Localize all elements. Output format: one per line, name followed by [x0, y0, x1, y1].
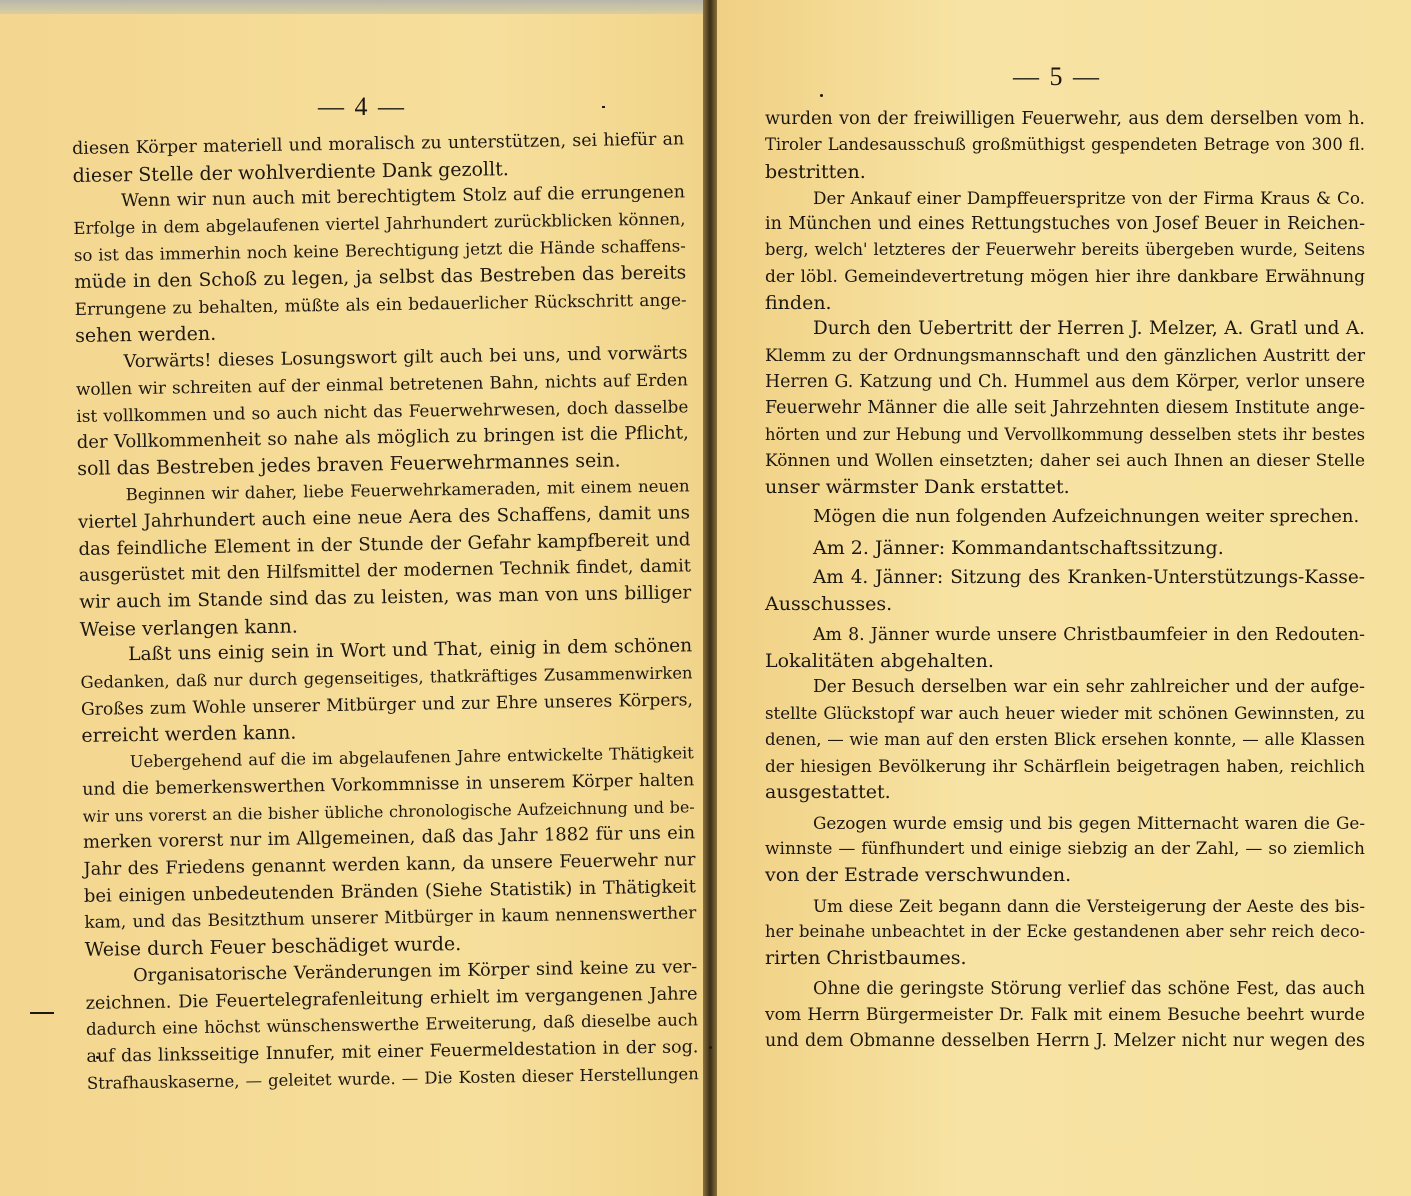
text-line: Herren G. Katzung und Ch. Hummel aus dem Körper, verlor unsere [765, 371, 1365, 392]
left-page [0, 0, 703, 1196]
text-line: Gedanken, daß nur durch gegenseitiges, thatkräftiges Zusammenwirken [80, 663, 693, 692]
text-line: Am 2. Jänner: Kommandantschaftssitzung. [813, 536, 1224, 559]
text-line: wir uns vorerst an die bisher übliche chronologische Aufzeichnung und be- [82, 796, 695, 826]
text-line: rirten Christbaumes. [765, 947, 967, 970]
text-line: wurden von der freiwilligen Feuerwehr, aus dem derselben vom h. [765, 109, 1365, 129]
text-line: Am 8. Jänner wurde unsere Christbaumfeier in den Redouten- [813, 624, 1365, 645]
text-line: unser wärmster Dank erstattet. [765, 476, 1070, 499]
text-line: auf das linksseitige Innufer, mit einer Feuermeldestation in der sog. [86, 1037, 699, 1067]
left-page-text [72, 126, 699, 1097]
text-line: ist vollkommen und so auch nicht das Feuerwehrwesen, doch dasselbe [76, 396, 689, 426]
text-line: merken vorerst nur im Allgemeinen, daß das Jahr 1882 für uns ein [82, 822, 696, 854]
text-line: das feindliche Element in der Stunde der Gefahr kampfbereit und [78, 528, 691, 560]
text-line: stellte Glückstopf war auch heuer wieder mit schönen Gewinnsten, zu [765, 703, 1365, 723]
text-line: Vorwärts! dieses Losungswort gilt auch bei uns, und vorwärts [123, 342, 688, 372]
text-line: Weise durch Feuer beschädiget wurde. [84, 933, 462, 961]
page-top-edge [0, 0, 703, 14]
text-line: Weise verlangen kann. [79, 615, 298, 641]
text-line: Klemm zu der Ordnungsmannschaft und den gänzlichen Austritt der [765, 345, 1365, 366]
text-line: Organisatorische Veränderungen im Körper sind keine zu ver- [133, 957, 698, 986]
text-line: dadurch eine höchst wünschenswerthe Erweiterung, daß dieselbe auch [85, 1010, 699, 1040]
text-line: viertel Jahrhundert auch eine neue Aera des Schaffens, damit uns [77, 502, 691, 533]
text-line: sehen werden. [74, 322, 217, 347]
text-line: Lokalitäten abgehalten. [765, 649, 994, 672]
text-line: von der Estrade verschwunden. [765, 864, 1072, 887]
text-line: ausgestattet. [765, 781, 891, 804]
text-line: kam, und das Besitzthum unserer Mitbürger in kaum nennenswerther [84, 903, 697, 934]
text-line: und dem Obmanne desselben Herrn J. Melzer nicht nur wegen des [765, 1031, 1365, 1052]
text-line: so ist das immerhin noch keine Berechtigung jetzt die Hände schaffens- [73, 236, 686, 265]
text-line: Feuerwehr Männer die alle seit Jahrzehnten diesem Institute ange- [765, 398, 1365, 419]
text-line: winnste — fünfhundert und einige siebzig an der Zahl, — so ziemlich [765, 839, 1365, 860]
text-line: hörten und zur Hebung und Vervollkommung desselben stets ihr bestes [765, 424, 1365, 444]
text-line: der Vollkommenheit so nahe als möglich zu bringen ist die Pflicht, [76, 422, 689, 453]
ink-speck [709, 1046, 712, 1049]
text-line: Am 4. Jänner: Sitzung des Kranken-Unterstützungs-Kasse- [813, 567, 1365, 589]
right-page [717, 0, 1411, 1196]
text-line: Ohne die geringste Störung verlief das schöne Fest, das auch [813, 978, 1365, 999]
text-line: Strafhauskaserne, — geleitet wurde. — Die Kosten dieser Herstellungen [86, 1063, 699, 1093]
text-line: her beinahe unbeachtet in der Ecke gestandenen aber sehr reich deco- [765, 921, 1365, 941]
right-page-text [765, 106, 1365, 1054]
text-line: Erfolge in dem abgelaufenen viertel Jahrhundert zurückblicken können, [73, 209, 686, 239]
text-line: diesen Körper materiell und moralisch zu unterstützen, sei hiefür an [72, 129, 685, 159]
text-line: Der Besuch derselben war ein sehr zahlreicher und der aufge- [813, 677, 1365, 698]
text-line: erreicht werden kann. [81, 722, 297, 748]
page-number: — 5 — [1013, 62, 1101, 91]
text-line: Durch den Uebertritt der Herren J. Melzer, A. Gratl und A. [813, 318, 1365, 340]
text-line: Beginnen wir daher, liebe Feuerwehrkameraden, mit einem neuen [125, 476, 690, 505]
page-number: — 4 — [318, 92, 406, 121]
text-line: bestritten. [765, 160, 866, 183]
text-line: denen, — wie man auf den ersten Blick ersehen konnte, — alle Klassen [765, 729, 1365, 749]
text-line: müde in den Schoß zu legen, ja selbst das Bestreben das bereits [74, 261, 687, 293]
text-line: in München und eines Rettungstuches von Josef Beuer in Reichen- [765, 214, 1365, 235]
margin-mark [30, 1012, 54, 1014]
text-line: Um diese Zeit begann dann die Versteigerung der Aeste des bis- [813, 895, 1365, 916]
ink-speck [602, 106, 605, 108]
book-gutter [703, 0, 717, 1196]
text-line: wollen wir schreiten auf der einmal betretenen Bahn, nichts auf Erden [75, 369, 689, 400]
text-line: Gezogen wurde emsig und bis gegen Mitternacht waren die Ge- [813, 812, 1365, 833]
text-line: Wenn wir nun auch mit berechtigtem Stolz auf die errungenen [120, 182, 686, 212]
text-line: der hiesigen Bevölkerung ihr Schärflein beigetragen haben, reichlich [765, 756, 1365, 777]
text-line: Ausschusses. [765, 593, 893, 616]
text-line: finden. [765, 292, 832, 315]
text-line: vom Herrn Bürgermeister Dr. Falk mit einem Besuche beehrt wurde [765, 1004, 1365, 1025]
text-line: Tiroler Landesausschuß großmüthigst gespendeten Betrage von 300 fl. [765, 135, 1365, 155]
ink-speck [820, 94, 823, 97]
text-line: Der Ankauf einer Dampffeuerspritze von der Firma Kraus & Co. [813, 187, 1365, 208]
text-line: soll das Bestreben jedes braven Feuerwehrmannes sein. [77, 449, 621, 481]
text-line: Errungene zu behalten, müßte als ein bedauerlicher Rückschritt ange- [74, 289, 687, 320]
text-line: Jahr des Friedens genannt werden kann, da unsere Feuerwehr nur [83, 849, 696, 880]
text-line: zeichnen. Die Feuertelegrafenleitung erhielt im vergangenen Jahre [85, 983, 698, 1014]
text-line: berg, welch' letzteres der Feuerwehr bereits übergeben wurde, Seitens [765, 240, 1365, 260]
text-line: wir auch im Stande sind das zu leisten, was man von uns billiger [79, 582, 692, 613]
text-line: Mögen die nun folgenden Aufzeichnungen weiter sprechen. [813, 506, 1360, 528]
text-line: und die bemerkenswerthen Vorkommnisse in unserem Körper halten [82, 770, 695, 800]
text-line: Laßt uns einig sein in Wort und That, einig in dem schönen [127, 635, 693, 666]
text-line: bei einigen unbedeutenden Bränden (Siehe Statistik) in Thätigkeit [83, 875, 697, 907]
text-line: dieser Stelle der wohlverdiente Dank gezollt. [72, 157, 509, 187]
text-line: Uebergehend auf die im abgelaufenen Jahre entwickelte Thätigkeit [129, 743, 694, 772]
text-line: der löbl. Gemeindevertretung mögen hier ihre dankbare Erwähnung [765, 266, 1365, 287]
text-line: Können und Wollen einsetzten; daher sei auch Ihnen an dieser Stelle [765, 450, 1365, 471]
text-line: Großes zum Wohle unserer Mitbürger und zur Ehre unseres Körpers, [80, 690, 694, 720]
text-line: ausgerüstet mit den Hilfsmittel der modernen Technik findet, damit [78, 556, 691, 587]
